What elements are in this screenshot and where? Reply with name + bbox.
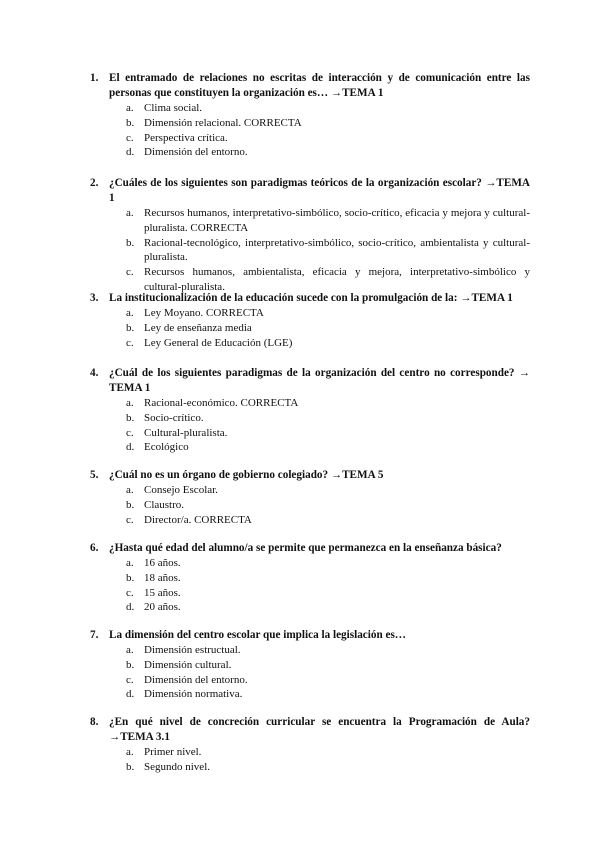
question-text: ¿Cuál no es un órgano de gobierno colegiado? →TEMA 5 [109, 469, 384, 481]
option-text: Claustro. [144, 498, 185, 511]
question-7 [90, 628, 530, 702]
option-letter: b. [126, 411, 135, 424]
question-number: 6. [90, 542, 99, 554]
option-text: Clima social. [144, 102, 203, 114]
option-item [90, 687, 530, 702]
question-number: 5. [90, 469, 99, 481]
option-letter: d. [126, 688, 135, 701]
question-header [90, 541, 530, 556]
option-list [90, 396, 530, 455]
option-list [90, 643, 530, 702]
question-header [90, 366, 530, 396]
option-item [90, 396, 530, 411]
option-item [90, 131, 530, 146]
question-number: 7. [90, 629, 99, 641]
question-5 [90, 468, 530, 527]
question-text: ¿Hasta qué edad del alumno/a se permite que permanezca en la enseñanza básica? [109, 542, 502, 554]
option-letter: c. [126, 513, 134, 526]
option-item [90, 600, 530, 615]
option-letter: a. [126, 207, 134, 219]
question-header [90, 468, 530, 483]
question-6 [90, 541, 530, 615]
question-text: ¿Cuál de los siguientes paradigmas de la organización del centro no corresponde? → TEMA 1 [109, 367, 530, 394]
option-text: Dimensión cultural. [144, 658, 232, 671]
option-item [90, 145, 530, 160]
option-letter: c. [126, 673, 134, 686]
question-header [90, 71, 530, 101]
option-text: 20 años. [144, 601, 181, 614]
option-text: Segundo nivel. [144, 760, 210, 773]
option-item [90, 336, 530, 351]
option-text: Dimensión normativa. [144, 688, 243, 701]
option-text: Recursos humanos, ambientalista, eficacia y mejora, interpretativo-simbólico y cultural-pluralista. [144, 266, 530, 293]
option-text: Dimensión del entorno. [144, 673, 248, 686]
option-text: Ley Moyano. CORRECTA [144, 307, 264, 319]
question-text: El entramado de relaciones no escritas de interacción y de comunicación entre las personas que constituyen la organización es… →TEMA 1 [109, 72, 530, 99]
question-4 [90, 366, 530, 455]
option-item [90, 760, 530, 775]
option-letter: a. [126, 557, 134, 569]
question-header [90, 628, 530, 643]
option-list [90, 745, 530, 775]
option-text: Dimensión estructual. [144, 644, 241, 656]
option-text: Director/a. CORRECTA [144, 513, 252, 526]
option-letter: c. [126, 426, 134, 439]
option-letter: b. [126, 116, 135, 129]
option-list [90, 101, 530, 160]
option-letter: d. [126, 146, 135, 159]
question-number: 3. [90, 292, 99, 304]
question-text: La institucionalización de la educación sucede con la promulgación de la: →TEMA 1 [109, 292, 513, 304]
question-number: 1. [90, 72, 99, 84]
option-letter: a. [126, 746, 134, 758]
option-letter: c. [126, 586, 134, 599]
option-text: 15 años. [144, 586, 181, 599]
question-number: 2. [90, 177, 99, 189]
option-text: 16 años. [144, 557, 181, 569]
option-item [90, 745, 530, 760]
option-item [90, 556, 530, 571]
option-list [90, 483, 530, 527]
option-letter: d. [126, 601, 135, 614]
option-text: Dimensión relacional. CORRECTA [144, 116, 302, 129]
option-letter: b. [126, 321, 135, 334]
option-letter: a. [126, 644, 134, 656]
option-text: Cultural-pluralista. [144, 426, 228, 439]
option-letter: a. [126, 397, 134, 409]
question-text: La dimensión del centro escolar que implica la legislación es… [109, 629, 406, 641]
option-letter: d. [126, 441, 135, 454]
option-letter: a. [126, 102, 134, 114]
option-item [90, 306, 530, 321]
question-header [90, 291, 530, 306]
question-number: 4. [90, 367, 99, 379]
option-item [90, 440, 530, 455]
option-letter: c. [126, 336, 134, 349]
option-item [90, 236, 530, 266]
option-item [90, 206, 530, 236]
option-text: Ley General de Educación (LGE) [144, 336, 293, 349]
option-letter: b. [126, 498, 135, 511]
option-text: Dimensión del entorno. [144, 146, 248, 159]
option-item [90, 426, 530, 441]
option-letter: b. [126, 760, 135, 773]
option-letter: c. [126, 266, 134, 279]
option-item [90, 498, 530, 513]
question-8 [90, 715, 530, 775]
option-item [90, 673, 530, 688]
option-text: Ley de enseñanza media [144, 321, 252, 334]
option-list [90, 556, 530, 615]
option-letter: a. [126, 484, 134, 496]
option-letter: c. [126, 131, 134, 144]
option-text: Ecológico [144, 441, 189, 454]
option-text: Consejo Escolar. [144, 484, 218, 496]
option-item [90, 643, 530, 658]
option-text: Primer nivel. [144, 746, 202, 758]
option-item [90, 116, 530, 131]
option-list [90, 206, 530, 295]
option-text: Recursos humanos, interpretativo-simbólico, socio-crítico, eficacia y mejora y cultural-pluralista. CORRECTA [144, 207, 530, 234]
option-text: Perspectiva crítica. [144, 131, 228, 144]
question-header [90, 176, 530, 206]
option-letter: b. [126, 236, 135, 249]
option-item [90, 586, 530, 601]
option-letter: a. [126, 307, 134, 319]
option-item [90, 571, 530, 586]
option-letter: b. [126, 658, 135, 671]
option-text: Racional-económico. CORRECTA [144, 397, 299, 409]
question-2 [90, 176, 530, 295]
option-item [90, 483, 530, 498]
option-list [90, 306, 530, 350]
option-text: Socio-crítico. [144, 411, 204, 424]
question-header [90, 715, 530, 745]
option-text: 18 años. [144, 571, 181, 584]
question-number: 8. [90, 716, 99, 728]
question-1 [90, 71, 530, 160]
option-item [90, 513, 530, 528]
option-item [90, 321, 530, 336]
question-3 [90, 291, 530, 350]
option-text: Racional-tecnológico, interpretativo-simbólico, socio-crítico, ambientalista y cultural-pluralista. [144, 236, 530, 264]
option-item [90, 411, 530, 426]
option-item [90, 101, 530, 116]
question-text: ¿Cuáles de los siguientes son paradigmas teóricos de la organización escolar? →TEMA 1 [109, 177, 530, 204]
option-item [90, 658, 530, 673]
option-letter: b. [126, 571, 135, 584]
question-text: ¿En qué nivel de concreción curricular se encuentra la Programación de Aula? →TEMA 3.1 [109, 716, 530, 743]
